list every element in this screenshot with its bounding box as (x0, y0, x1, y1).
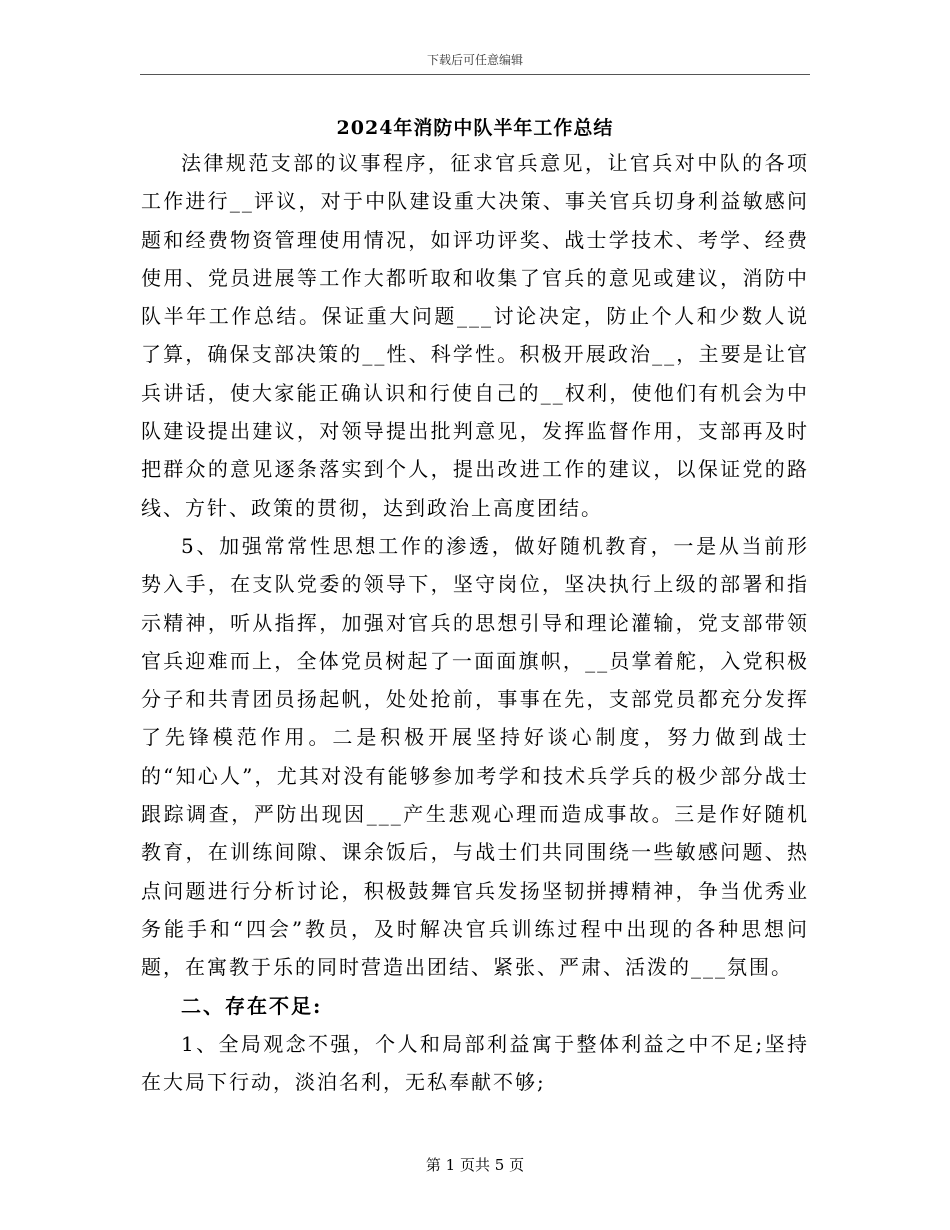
body-paragraph: 5、加强常常性思想工作的渗透，做好随机教育，一是从当前形势入手，在支队党委的领导下，坚守岗位，坚决执行上级的部署和指示精神，听从指挥，加强对官兵的思想引导和理论灌输，党支部带领官兵迎难而上，全体党员树起了一面面旗帜，__员掌着舵，入党积极分子和共青团员扬起帆，处处抢前，事事在先，支部党员都充分发挥了先锋模范作用。二是积极开展坚持好谈心制度，努力做到战士的“知心人”，尤其对没有能够参加考学和技术兵学兵的极少部分战士跟踪调查，严防出现因___产生悲观心理而造成事故。三是作好随机教育，在训练间隙、课余饭后，与战士们共同围绕一些敏感问题、热点问题进行分析讨论，积极鼓舞官兵发扬坚韧拼搏精神，争当优秀业务能手和“四会”教员，及时解决官兵训练过程中出现的各种思想问题，在寓教于乐的同时营造出团结、紧张、严肃、活泼的___氛围。 (141, 533, 809, 980)
page-header: 下载后可任意编辑 (426, 53, 523, 67)
header-divider (140, 74, 810, 75)
body-paragraph: 法律规范支部的议事程序，征求官兵意见，让官兵对中队的各项工作进行__评议，对于中队建设重大决策、事关官兵切身利益敏感问题和经费物资管理使用情况，如评功评奖、战士学技术、考学、经费使用、党员进展等工作大都听取和收集了官兵的意见或建议，消防中队半年工作总结。保证重大问题___讨论决定，防止个人和少数人说了算，确保支部决策的__性、科学性。积极开展政治__，主要是让官兵讲话，使大家能正确认识和行使自己的__权利，使他们有机会为中队建设提出建议，对领导提出批判意见，发挥监督作用，支部再及时把群众的意见逐条落实到个人，提出改进工作的建议，以保证党的路线、方针、政策的贯彻，达到政治上高度团结。 (141, 151, 809, 520)
section-heading: 二、存在不足: (181, 993, 323, 1018)
document-body (141, 144, 809, 1101)
document-title: 2024年消防中队半年工作总结 (336, 117, 614, 139)
body-paragraph: 1、全局观念不强，个人和局部利益寓于整体利益之中不足;坚持在大局下行动，淡泊名利，无私奉献不够; (141, 1031, 809, 1095)
page-number: 第 1 页共 5 页 (425, 1156, 525, 1174)
